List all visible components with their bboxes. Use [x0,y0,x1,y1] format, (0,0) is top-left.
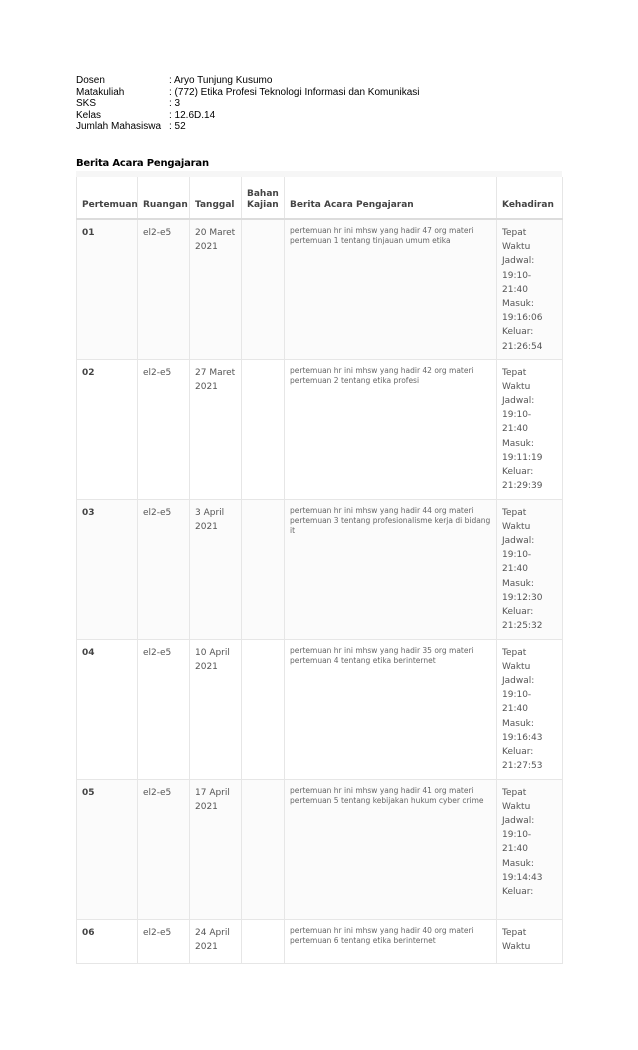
kehadiran-line: Masuk: [502,858,534,869]
cell-tanggal: 20 Maret 2021 [190,219,242,359]
kehadiran-line: 19:14:43 [502,872,543,883]
kehadiran-line: Waktu [502,801,531,812]
kehadiran-line: 19:16:06 [502,313,543,324]
kehadiran-line: Jadwal: [502,256,535,267]
info-label: Dosen [76,75,105,86]
cell-pertemuan: 02 [77,359,138,499]
berita-acara-table [76,177,563,964]
table-row [77,919,563,963]
kehadiran-line: Jadwal: [502,395,535,406]
kehadiran-line: Keluar: [502,886,534,897]
cell-ruangan: el2-e5 [138,779,190,919]
kehadiran-line: Jadwal: [502,675,535,686]
info-row-sks [76,98,420,110]
cell-ruangan: el2-e5 [138,499,190,639]
cell-kehadiran [497,639,563,779]
info-value: : Aryo Tunjung Kusumo [169,75,273,86]
header-bahan-kajian: Bahan Kajian [242,177,285,219]
kehadiran-line: 21:26:54 [502,341,543,352]
cell-kehadiran [497,359,563,499]
table-row [77,639,563,779]
kehadiran-line: 21:40 [502,704,528,715]
cell-pertemuan: 06 [77,919,138,963]
info-row-dosen [76,75,420,87]
header-kehadiran: Kehadiran [497,177,563,219]
section-title: Berita Acara Pengajaran [76,158,209,169]
header-tanggal: Tanggal [190,177,242,219]
table-row [77,499,563,639]
cell-bahan-kajian [242,359,285,499]
cell-kehadiran [497,779,563,919]
cell-bahan-kajian [242,639,285,779]
cell-tanggal: 17 April 2021 [190,779,242,919]
kehadiran-line: Masuk: [502,299,534,310]
cell-berita-acara: pertemuan hr ini mhsw yang hadir 42 org materi pertemuan 2 tentang etika profesi [285,359,497,499]
cell-berita-acara: pertemuan hr ini mhsw yang hadir 44 org materi pertemuan 3 tentang profesionalisme kerja di bidang it [285,499,497,639]
cell-pertemuan: 01 [77,219,138,359]
kehadiran-line: 19:10- [502,550,532,561]
kehadiran-line: Tepat [502,927,527,938]
course-info [76,75,420,133]
cell-ruangan: el2-e5 [138,219,190,359]
header-ruangan: Ruangan [138,177,190,219]
kehadiran-line: 21:40 [502,284,528,295]
cell-ruangan: el2-e5 [138,639,190,779]
kehadiran-line: Waktu [502,381,531,392]
cell-bahan-kajian [242,779,285,919]
info-label: Matakuliah [76,86,125,98]
kehadiran-line: Jadwal: [502,535,535,546]
cell-tanggal: 10 April 2021 [190,639,242,779]
kehadiran-line: 21:40 [502,424,528,435]
table-row [77,779,563,919]
kehadiran-line: Keluar: [502,606,534,617]
info-value: : 3 [169,98,181,109]
kehadiran-line: 19:10- [502,830,532,841]
kehadiran-line: Waktu [502,941,531,952]
kehadiran-line: Tepat [502,367,527,378]
cell-bahan-kajian [242,219,285,359]
kehadiran-line: Keluar: [502,466,534,477]
kehadiran-line: Tepat [502,787,527,798]
cell-tanggal: 27 Maret 2021 [190,359,242,499]
info-row-jumlah-mahasiswa [76,121,420,133]
header-pertemuan: Pertemuan [77,177,138,219]
kehadiran-line: Masuk: [502,718,534,729]
kehadiran-line: 19:10- [502,410,532,421]
kehadiran-line: Jadwal: [502,815,535,826]
kehadiran-line: 19:16:43 [502,732,543,743]
table-row [77,359,563,499]
cell-berita-acara: pertemuan hr ini mhsw yang hadir 40 org materi pertemuan 6 tentang etika berinternet [285,919,497,963]
kehadiran-line: 21:27:53 [502,761,543,772]
info-value: : 52 [169,121,186,132]
kehadiran-line: 21:29:39 [502,481,543,492]
cell-ruangan: el2-e5 [138,919,190,963]
kehadiran-line: Waktu [502,661,531,672]
cell-berita-acara: pertemuan hr ini mhsw yang hadir 35 org materi pertemuan 4 tentang etika berinternet [285,639,497,779]
kehadiran-line: Waktu [502,242,531,253]
cell-tanggal: 3 April 2021 [190,499,242,639]
cell-berita-acara: pertemuan hr ini mhsw yang hadir 47 org materi pertemuan 1 tentang tinjauan umum etika [285,219,497,359]
cell-ruangan: el2-e5 [138,359,190,499]
kehadiran-line: 19:10- [502,270,532,281]
kehadiran-line: Masuk: [502,438,534,449]
cell-bahan-kajian [242,499,285,639]
kehadiran-line: Tepat [502,228,527,238]
info-label: Kelas [76,109,102,121]
kehadiran-line: Tepat [502,507,527,518]
table-row [77,219,563,359]
cell-bahan-kajian [242,919,285,963]
info-value: : (772) Etika Profesi Teknologi Informasi dan Komunikasi [169,86,420,98]
cell-pertemuan: 04 [77,639,138,779]
cell-berita-acara: pertemuan hr ini mhsw yang hadir 41 org materi pertemuan 5 tentang kebijakan hukum cyber crime [285,779,497,919]
kehadiran-line: Waktu [502,521,531,532]
info-label: Jumlah Mahasiswa [76,121,162,132]
kehadiran-line: 21:40 [502,844,528,855]
cell-tanggal: 24 April 2021 [190,919,242,963]
kehadiran-line: 21:25:32 [502,621,543,632]
kehadiran-line: Masuk: [502,578,534,589]
table-body [77,219,563,963]
cell-kehadiran [497,219,563,359]
table-header-row [77,177,563,219]
kehadiran-line: Tepat [502,647,527,658]
cell-pertemuan: 05 [77,779,138,919]
kehadiran-line: 21:40 [502,564,528,575]
kehadiran-line: 19:12:30 [502,592,543,603]
info-label: SKS [76,98,97,109]
info-value: : 12.6D.14 [169,109,216,121]
cell-kehadiran [497,499,563,639]
info-row-kelas [76,110,420,122]
cell-kehadiran [497,919,563,963]
kehadiran-line: 19:10- [502,690,532,701]
kehadiran-line: 19:11:19 [502,452,543,463]
cell-pertemuan: 03 [77,499,138,639]
info-row-matakuliah [76,87,420,99]
header-berita-acara: Berita Acara Pengajaran [285,177,497,219]
kehadiran-line: Keluar: [502,327,534,338]
kehadiran-line: Keluar: [502,746,534,757]
